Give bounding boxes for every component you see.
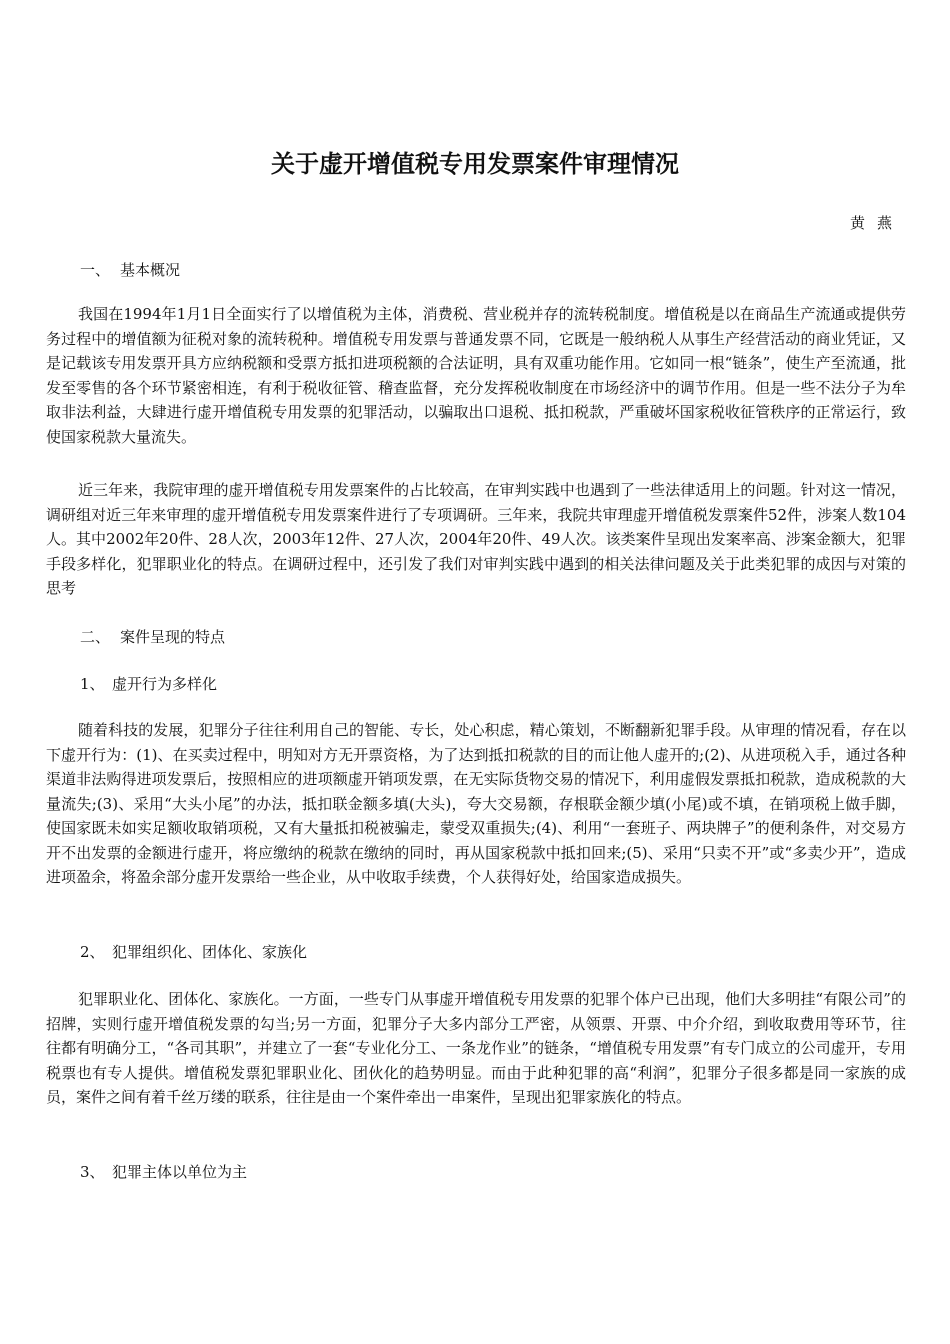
author-name: 黄燕 <box>849 214 904 232</box>
subsection-title: 虚开行为多样化 <box>112 675 218 693</box>
subsection-number: 3、 <box>80 1163 105 1181</box>
subsection-heading-diverse-behavior <box>80 672 217 696</box>
subsection-number: 2、 <box>80 943 105 961</box>
subsection-title: 犯罪组织化、团体化、家族化 <box>112 943 308 961</box>
paragraph-diverse-behavior: 随着科技的发展，犯罪分子往往利用自己的智能、专长，处心积虑，精心策划，不断翻新犯罪手段。从审理的情况看，存在以下虚开行为：(1)、在买卖过程中，明知对方无开票资格，为了达到抵扣税款的目的而让他人虚开的;(2)、从进项税入手，通过各种渠道非法购得进项发票后，按照相应的进项额虚开销项发票，在无实际货物交易的情况下，利用虚假发票抵扣税款，造成税款的大量流失;(3)、采用“大头小尾”的办法，抵扣联金额多填(大头)，夸大交易额，存根联金额少填(小尾)或不填，在销项税上做手脚，使国家既未如实足额收取销项税，又有大量抵扣税被骗走，蒙受双重损失;(4)、利用“一套班子、两块牌子”的便利条件，对交易方开不出发票的金额进行虚开，将应缴纳的税款在缴纳的同时，再从国家税款中抵扣回来;(5)、采用“只卖不开”或“多卖少开”，造成进项盈余，将盈余部分虚开发票给一些企业，从中收取手续费，个人获得好处，给国家造成损失。 <box>46 721 906 886</box>
document-title: 关于虚开增值税专用发票案件审理情况 <box>271 149 679 178</box>
paragraph-organized-crime: 犯罪职业化、团体化、家族化。一方面，一些专门从事虚开增值税专用发票的犯罪个体户已出现，他们大多明挂“有限公司”的招牌，实则行虚开增值税发票的勾当;另一方面，犯罪分子大多内部分工严密，从领票、开票、中介介绍，到收取费用等环节，往往都有明确分工，“各司其职”，并建立了一套“专业化分工、一条龙作业”的链条，“增值税专用发票”有专门成立的公司虚开，专用税票也有专人提供。增值税发票犯罪职业化、团伙化的趋势明显。而由于此种犯罪的高“利润”，犯罪分子很多都是同一家族的成员，案件之间有着千丝万缕的联系，往往是由一个案件牵出一串案件，呈现出犯罪家族化的特点。 <box>46 990 906 1106</box>
subsection-title: 犯罪主体以单位为主 <box>112 1163 248 1181</box>
subsection-heading-unit-subject <box>80 1160 247 1184</box>
section-title: 案件呈现的特点 <box>120 628 226 646</box>
paragraph-case-statistics: 近三年来，我院审理的虚开增值税专用发票案件的占比较高，在审判实践中也遇到了一些法律适用上的问题。针对这一情况，调研组对近三年来审理的虚开增值税专用发票案件进行了专项调研。三年来，我院共审理虚开增值税发票案件52件，涉案人数104人。其中2002年20件、28人次，2003年12件、27人次，2004年20件、49人次。该类案件呈现出发案率高、涉案金额大，犯罪手段多样化，犯罪职业化的特点。在调研过程中，还引发了我们对审判实践中遇到的相关法律问题及关于此类犯罪的成因与对策的思考 <box>46 481 906 597</box>
subsection-heading-organized-crime <box>80 940 307 964</box>
paragraph-basic-overview: 我国在1994年1月1日全面实行了以增值税为主体，消费税、营业税并存的流转税制度。增值税是以在商品生产流通或提供劳务过程中的增值额为征税对象的流转税种。增值税专用发票与普通发票不同，它既是一般纳税人从事生产经营活动的商业凭证，又是记载该专用发票开具方应纳税额和受票方抵扣进项税额的合法证明，具有双重功能作用。它如同一根“链条”，使生产至流通，批发至零售的各个环节紧密相连，有利于税收征管、稽查监督，充分发挥税收制度在市场经济中的调节作用。但是一些不法分子为牟取非法利益，大肆进行虚开增值税专用发票的犯罪活动，以骗取出口退税、抵扣税款，严重破坏国家税收征管秩序的正常运行，致使国家税款大量流失。 <box>46 305 906 446</box>
section-number: 一、 <box>80 261 111 279</box>
subsection-number: 1、 <box>80 675 105 693</box>
section-heading-case-features <box>80 625 225 649</box>
section-title: 基本概况 <box>120 261 181 279</box>
section-number: 二、 <box>80 628 111 646</box>
section-heading-basic-overview <box>80 258 180 282</box>
